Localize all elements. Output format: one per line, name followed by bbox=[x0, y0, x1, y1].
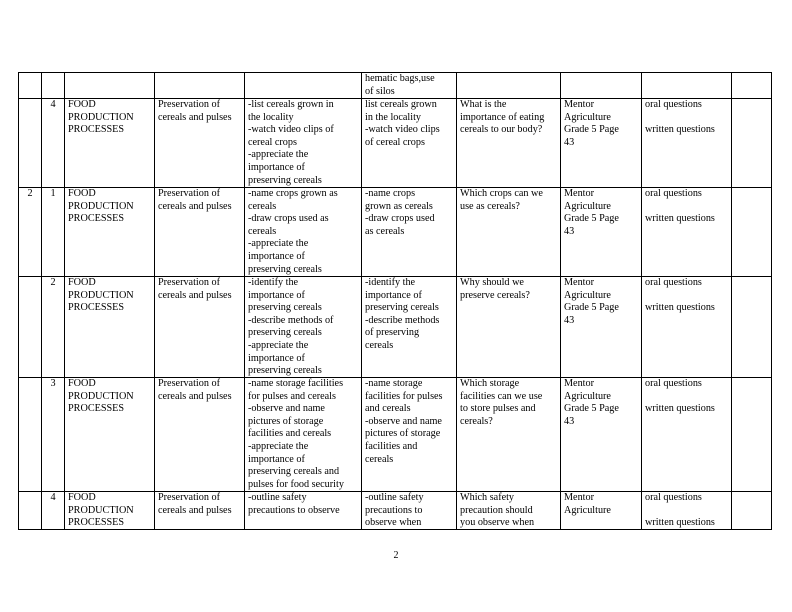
week-cell bbox=[19, 378, 42, 492]
cell-text: FOOD PRODUCTION PROCESSES bbox=[68, 188, 134, 225]
cell-line: of silos bbox=[365, 85, 395, 97]
cell-line bbox=[645, 391, 728, 404]
cell-line: oral questions bbox=[645, 378, 702, 389]
cell-line: grown as cereals bbox=[365, 200, 433, 212]
lesson-cell bbox=[42, 188, 65, 277]
page-number: 2 bbox=[393, 550, 399, 561]
cell-line: -describe methods of bbox=[248, 314, 334, 326]
key-inquiry-cell bbox=[457, 378, 561, 492]
cell-line: -appreciate the bbox=[248, 238, 309, 250]
cell-line: Why should we bbox=[460, 277, 524, 288]
lesson-cell bbox=[42, 277, 65, 378]
cell-line: cereals bbox=[365, 339, 394, 351]
key-inquiry-cell bbox=[457, 99, 561, 188]
table-row bbox=[19, 378, 772, 492]
week-cell bbox=[19, 492, 42, 530]
cell-line: oral questions bbox=[645, 492, 702, 503]
cell-line: Which safety bbox=[460, 492, 515, 503]
resources-cell bbox=[561, 277, 642, 378]
cell-line: Agriculture bbox=[564, 504, 611, 516]
cell-line: in the locality bbox=[365, 111, 422, 123]
learning-experiences-cell bbox=[362, 378, 457, 492]
scheme-of-work-table bbox=[18, 72, 772, 530]
cell-line: -outline safety bbox=[248, 492, 307, 503]
cell-line: -name storage bbox=[365, 378, 423, 389]
cell-text: Preservation of cereals and pulses bbox=[158, 99, 232, 123]
lesson-cell bbox=[42, 378, 65, 492]
cell-line: Agriculture bbox=[564, 111, 611, 123]
cell-line: as cereals bbox=[365, 225, 405, 237]
cell-line: oral questions bbox=[645, 99, 702, 110]
cell-line: preserving cereals bbox=[248, 263, 322, 275]
cell-line: -draw crops used bbox=[365, 213, 435, 225]
table-row bbox=[19, 492, 772, 530]
strand-cell bbox=[65, 73, 155, 99]
resources-cell bbox=[561, 378, 642, 492]
assessment-cell bbox=[642, 277, 732, 378]
cell-line: written questions bbox=[645, 213, 715, 225]
cell-line: -describe methods bbox=[365, 314, 440, 326]
sub-strand-cell bbox=[155, 277, 245, 378]
learning-experiences-cell bbox=[362, 277, 457, 378]
cell-line: facilities can we use bbox=[460, 390, 543, 402]
cell-line: and cereals bbox=[365, 403, 411, 415]
key-inquiry-cell bbox=[457, 492, 561, 530]
cell-text: 3 bbox=[50, 378, 56, 389]
cell-line: preserving cereals bbox=[248, 174, 322, 186]
table-body bbox=[19, 73, 772, 530]
cell-line: Agriculture bbox=[564, 390, 611, 402]
cell-line: the locality bbox=[248, 111, 294, 123]
cell-line: -observe and name bbox=[365, 415, 442, 427]
cell-text: Preservation of cereals and pulses bbox=[158, 277, 232, 301]
cell-line: oral questions bbox=[645, 277, 702, 288]
lesson-cell bbox=[42, 99, 65, 188]
sub-strand-cell bbox=[155, 73, 245, 99]
cell-line: -draw crops used as bbox=[248, 213, 329, 225]
cell-line: cereals? bbox=[460, 415, 493, 427]
key-inquiry-cell bbox=[457, 73, 561, 99]
cell-line: cereal crops bbox=[248, 136, 297, 148]
cell-line: preserving cereals and bbox=[248, 466, 340, 478]
week-cell bbox=[19, 99, 42, 188]
cell-line: oral questions bbox=[645, 188, 702, 199]
cell-line: written questions bbox=[645, 517, 715, 529]
reflection-cell bbox=[732, 492, 772, 530]
cell-line: -identify the bbox=[248, 277, 299, 288]
cell-line: list cereals grown bbox=[365, 99, 437, 110]
cell-line: importance of bbox=[248, 453, 305, 465]
learning-outcomes-cell bbox=[245, 99, 362, 188]
cell-line: facilities and cereals bbox=[248, 428, 332, 440]
cell-line bbox=[645, 290, 728, 303]
cell-line: cereals to our body? bbox=[460, 124, 543, 136]
sub-strand-cell bbox=[155, 99, 245, 188]
cell-line bbox=[645, 201, 728, 214]
cell-line: of preserving bbox=[365, 327, 420, 339]
cell-line: -watch video clips of bbox=[248, 124, 334, 136]
cell-line: importance of bbox=[365, 289, 422, 301]
table-row bbox=[19, 73, 772, 99]
cell-line: Grade 5 Page bbox=[564, 213, 619, 225]
cell-line: -list cereals grown in bbox=[248, 99, 334, 110]
cell-line: written questions bbox=[645, 124, 715, 136]
cell-line: preserving cereals bbox=[248, 302, 322, 314]
learning-experiences-cell bbox=[362, 99, 457, 188]
cell-line: preserving cereals bbox=[248, 365, 322, 377]
cell-line: precaution should bbox=[460, 504, 533, 516]
reflection-cell bbox=[732, 188, 772, 277]
week-cell bbox=[19, 188, 42, 277]
resources-cell bbox=[561, 492, 642, 530]
cell-line bbox=[645, 505, 728, 518]
learning-experiences-cell bbox=[362, 492, 457, 530]
cell-line: -identify the bbox=[365, 277, 416, 288]
strand-cell bbox=[65, 188, 155, 277]
cell-line: precautions to observe bbox=[248, 504, 340, 516]
cell-line: you observe when bbox=[460, 517, 535, 529]
learning-outcomes-cell bbox=[245, 378, 362, 492]
cell-line: importance of bbox=[248, 250, 305, 262]
cell-line: What is the bbox=[460, 99, 507, 110]
cell-line: Grade 5 Page bbox=[564, 124, 619, 136]
cell-line: importance of bbox=[248, 352, 305, 364]
resources-cell bbox=[561, 188, 642, 277]
cell-text: FOOD PRODUCTION PROCESSES bbox=[68, 492, 134, 529]
cell-line: -appreciate the bbox=[248, 440, 309, 452]
strand-cell bbox=[65, 378, 155, 492]
table-row bbox=[19, 188, 772, 277]
table-row bbox=[19, 99, 772, 188]
cell-text: Preservation of cereals and pulses bbox=[158, 378, 232, 402]
cell-text: 1 bbox=[50, 188, 56, 199]
cell-line: precautions to bbox=[365, 504, 423, 516]
assessment-cell bbox=[642, 188, 732, 277]
cell-line: pictures of storage bbox=[248, 415, 324, 427]
cell-line: hematic bags,use bbox=[365, 73, 435, 84]
assessment-cell bbox=[642, 99, 732, 188]
cell-line: Mentor bbox=[564, 188, 594, 199]
assessment-cell bbox=[642, 378, 732, 492]
cell-line: Which crops can we bbox=[460, 188, 543, 199]
learning-outcomes-cell bbox=[245, 277, 362, 378]
week-cell bbox=[19, 73, 42, 99]
learning-outcomes-cell bbox=[245, 73, 362, 99]
cell-line: preserving cereals bbox=[248, 327, 322, 339]
cell-line: -appreciate the bbox=[248, 339, 309, 351]
lesson-cell bbox=[42, 492, 65, 530]
cell-line: facilities and bbox=[365, 440, 418, 452]
strand-cell bbox=[65, 99, 155, 188]
sub-strand-cell bbox=[155, 492, 245, 530]
assessment-cell bbox=[642, 492, 732, 530]
cell-line: preserve cereals? bbox=[460, 289, 530, 301]
learning-outcomes-cell bbox=[245, 188, 362, 277]
reflection-cell bbox=[732, 378, 772, 492]
cell-line: 43 bbox=[564, 136, 575, 148]
cell-line: -appreciate the bbox=[248, 149, 309, 161]
reflection-cell bbox=[732, 99, 772, 188]
sub-strand-cell bbox=[155, 378, 245, 492]
learning-experiences-cell bbox=[362, 188, 457, 277]
assessment-cell bbox=[642, 73, 732, 99]
cell-text: 2 bbox=[50, 277, 56, 288]
cell-text: Preservation of cereals and pulses bbox=[158, 492, 232, 516]
cell-line: Which storage bbox=[460, 378, 520, 389]
key-inquiry-cell bbox=[457, 277, 561, 378]
cell-line: Mentor bbox=[564, 492, 594, 503]
cell-line: facilities for pulses bbox=[365, 390, 443, 402]
cell-text: 4 bbox=[50, 492, 56, 503]
cell-line: Grade 5 Page bbox=[564, 302, 619, 314]
strand-cell bbox=[65, 492, 155, 530]
cell-line: Mentor bbox=[564, 378, 594, 389]
cell-line: cereals bbox=[248, 225, 277, 237]
cell-line: Mentor bbox=[564, 99, 594, 110]
cell-line: Agriculture bbox=[564, 289, 611, 301]
cell-line: -name crops grown as bbox=[248, 188, 338, 199]
key-inquiry-cell bbox=[457, 188, 561, 277]
cell-line: -name storage facilities bbox=[248, 378, 344, 389]
cell-line: cereals bbox=[248, 200, 277, 212]
resources-cell bbox=[561, 73, 642, 99]
cell-line: -name crops bbox=[365, 188, 416, 199]
cell-line: cereals bbox=[365, 453, 394, 465]
cell-line: 43 bbox=[564, 415, 575, 427]
cell-text: FOOD PRODUCTION PROCESSES bbox=[68, 277, 134, 314]
reflection-cell bbox=[732, 73, 772, 99]
cell-line: importance of bbox=[248, 161, 305, 173]
cell-text: 4 bbox=[50, 99, 56, 110]
cell-line: observe when bbox=[365, 517, 422, 529]
cell-line: Grade 5 Page bbox=[564, 403, 619, 415]
lesson-cell bbox=[42, 73, 65, 99]
cell-line: 43 bbox=[564, 314, 575, 326]
cell-line: written questions bbox=[645, 403, 715, 415]
cell-line: -watch video clips bbox=[365, 124, 440, 136]
resources-cell bbox=[561, 99, 642, 188]
learning-outcomes-cell bbox=[245, 492, 362, 530]
cell-text: 2 bbox=[27, 188, 33, 199]
cell-line: of cereal crops bbox=[365, 136, 425, 148]
cell-line: use as cereals? bbox=[460, 200, 520, 212]
week-cell bbox=[19, 277, 42, 378]
cell-line: written questions bbox=[645, 302, 715, 314]
cell-line: preserving cereals bbox=[365, 302, 439, 314]
cell-text: FOOD PRODUCTION PROCESSES bbox=[68, 378, 134, 415]
cell-text: Preservation of cereals and pulses bbox=[158, 188, 232, 212]
cell-line: to store pulses and bbox=[460, 403, 536, 415]
reflection-cell bbox=[732, 277, 772, 378]
strand-cell bbox=[65, 277, 155, 378]
cell-line: importance of bbox=[248, 289, 305, 301]
cell-line bbox=[645, 112, 728, 125]
cell-line: for pulses and cereals bbox=[248, 390, 336, 402]
cell-line: Agriculture bbox=[564, 200, 611, 212]
sub-strand-cell bbox=[155, 188, 245, 277]
cell-line: -observe and name bbox=[248, 403, 325, 415]
cell-line: -outline safety bbox=[365, 492, 424, 503]
cell-text: FOOD PRODUCTION PROCESSES bbox=[68, 99, 134, 136]
cell-line: pictures of storage bbox=[365, 428, 441, 440]
cell-line: importance of eating bbox=[460, 111, 545, 123]
cell-line: Mentor bbox=[564, 277, 594, 288]
cell-line: pulses for food security bbox=[248, 478, 344, 490]
cell-line: 43 bbox=[564, 225, 575, 237]
learning-experiences-cell bbox=[362, 73, 457, 99]
table-row bbox=[19, 277, 772, 378]
